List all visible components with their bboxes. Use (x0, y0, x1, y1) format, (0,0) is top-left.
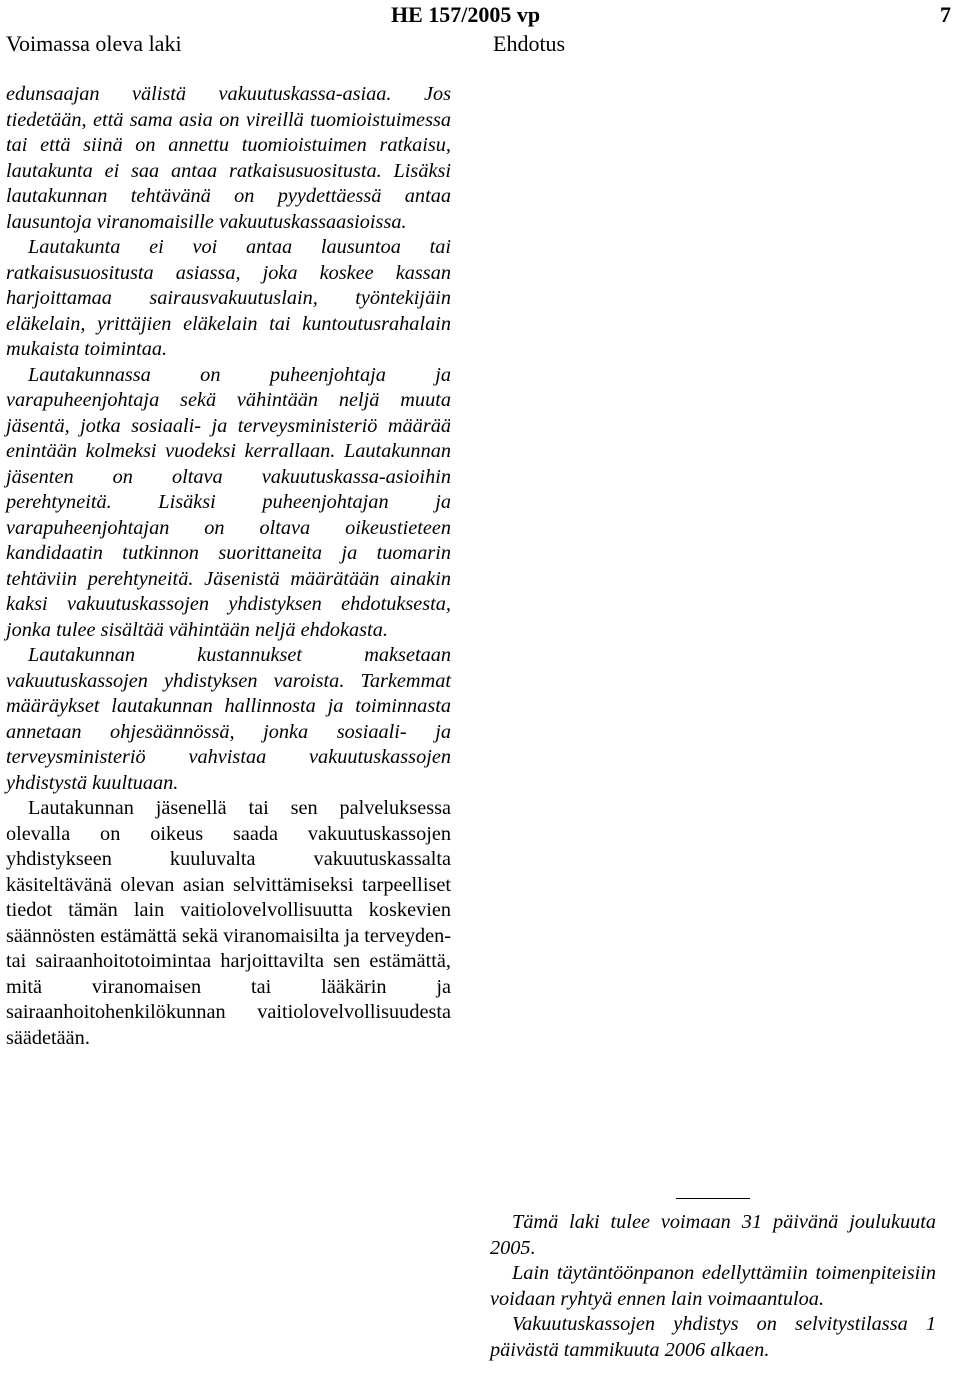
paragraph: Lautakunnan jäsenellä tai sen palveluksessa olevalla on oikeus saada vakuutuskassojen yhdistykseen kuuluvalta vakuutuskassalta käsiteltävänä olevan asian selvittämiseksi tarpeelliset tiedot tämän lain vaitiolovelvollisuutta koskevien säännösten estämättä sekä viranomaisilta ja terveyden- tai sairaanhoitotoimintaa harjoittavilta sen estämättä, mitä viranomaisen tai lääkärin ja sairaanhoitohenkilökunnan vaitiolovelvollisuudesta säädetään. (6, 797, 451, 1049)
proposal-column (490, 1210, 936, 1363)
paragraph: Lautakunnan kustannukset maksetaan vakuutuskassojen yhdistyksen varoista. Tarkemmat määräykset lautakunnan hallinnosta ja toiminnasta annetaan ohjesäännössä, jonka sosiaali- ja terveysministeriö vahvistaa vakuutuskassojen yhdistystä kuultuaan. (6, 644, 451, 794)
paragraph: Vakuutuskassojen yhdistys on selvitystilassa 1 päivästä tammikuuta 2006 alkaen. (490, 1313, 936, 1361)
paragraph: Lautakunta ei voi antaa lausuntoa tai ratkaisusuositusta asiassa, joka koskee kassan harjoittamaa sairausvakuutuslain, työntekijäin eläkelain, yrittäjien eläkelain tai kuntoutusrahalain mukaista toimintaa. (6, 236, 451, 360)
current-law-column (6, 82, 451, 1051)
paragraph: Lain täytäntöönpanon edellyttämiin toimenpiteisiin voidaan ryhtyä ennen lain voimaantuloa. (490, 1262, 936, 1310)
current-law-column-title: Voimassa oleva laki (6, 31, 182, 56)
section-divider (676, 1198, 750, 1199)
page-number: 7 (940, 2, 951, 27)
proposal-column-title: Ehdotus (493, 31, 566, 56)
document-id: HE 157/2005 vp (391, 2, 541, 27)
paragraph: edunsaajan välistä vakuutuskassa-asiaa. Jos tiedetään, että sama asia on vireillä tuomioistuimessa tai että siinä on annettu tuomioistuimen ratkaisu, lautakunta ei saa antaa ratkaisusuositusta. Lisäksi lautakunnan tehtävänä on pyydettäessä antaa lausuntoja viranomaisille vakuutuskassaasioissa. (6, 83, 451, 233)
paragraph: Tämä laki tulee voimaan 31 päivänä joulukuuta 2005. (490, 1211, 936, 1259)
paragraph: Lautakunnassa on puheenjohtaja ja varapuheenjohtaja sekä vähintään neljä muuta jäsentä, jotka sosiaali- ja terveysministeriö määrää enintään kolmeksi vuodeksi kerrallaan. Lautakunnan jäsenten on oltava vakuutuskassa-asioihin perehtyneitä. Lisäksi puheenjohtajan ja varapuheenjohtajan on oltava oikeustieteen kandidaatin tutkinnon suorittaneita ja tuomarin tehtäviin perehtyneitä. Jäsenistä määrätään ainakin kaksi vakuutuskassojen yhdistyksen ehdotuksesta, jonka tulee sisältää vähintään neljä ehdokasta. (6, 363, 451, 641)
